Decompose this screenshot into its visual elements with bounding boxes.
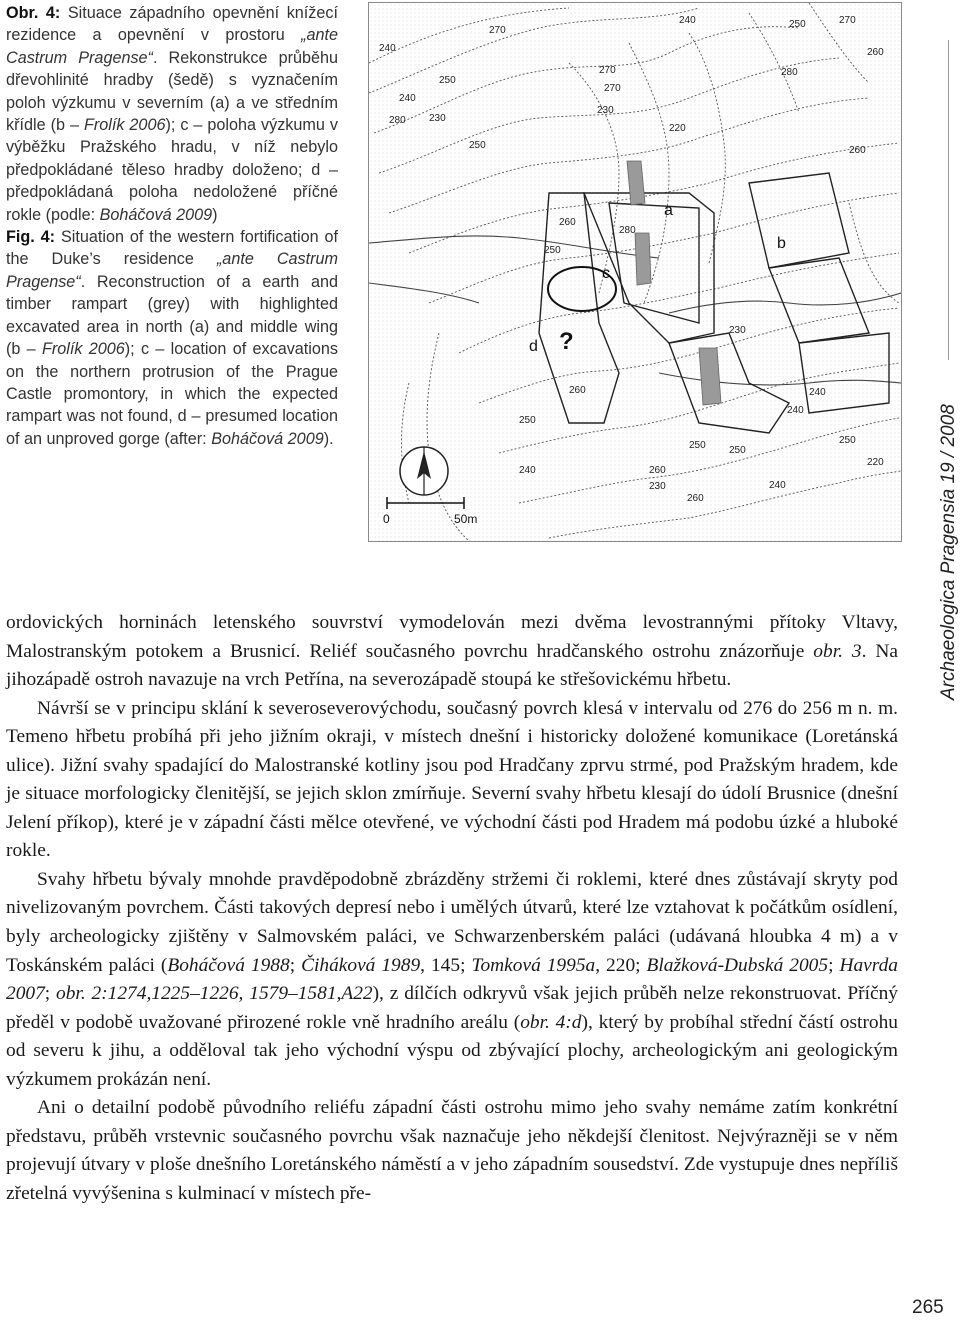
contour-label: 260 bbox=[687, 493, 704, 504]
paragraph-text: ; bbox=[289, 954, 302, 976]
contour-label: 230 bbox=[649, 481, 666, 492]
body-text bbox=[6, 609, 898, 1208]
caption-citation: Frolík 2006 bbox=[41, 340, 125, 359]
citation: Čiháková 1989 bbox=[301, 954, 421, 976]
contour-label: 280 bbox=[619, 225, 636, 236]
contour-label: 250 bbox=[689, 440, 706, 451]
paragraph bbox=[6, 866, 898, 1094]
caption-czech bbox=[6, 2, 338, 226]
caption-citation: Frolík 2006 bbox=[83, 116, 166, 135]
contour-label: 270 bbox=[839, 15, 856, 26]
contour-label: 240 bbox=[519, 465, 536, 476]
paragraph-text: ordovických horninách letenského souvrství vymodelován mezi dvěma levostrannými přítoky Vltavy, Malostranským potokem a Brusnicí. Reliéf současného povrchu hradčanského ostrohu znázorňuje bbox=[6, 612, 898, 662]
paragraph-text: Svahy hřbetu bývaly mnohde pravděpodobně zbrázděny stržemi či roklemi, které dnes zůstávají skryty pod nivelizovaným povrchem. Části takových depresí nebo i umělých útvarů, které lze vztahovat k počátkům osídlení, byly archeologicky zjištěny v Salmovském paláci, ve Schwarzenberském paláci (udávaná hloubka 4 m) a v Toskánském paláci ( bbox=[6, 868, 898, 976]
paragraph-text: ; bbox=[44, 983, 57, 1005]
paragraph-text: ), který by probíhal střední částí ostrohu od severu k jihu, a odděloval tak jeho východní výspu od zbývající plochy, archeologickým ani geologickým výzkumem prokázán není. bbox=[6, 1011, 898, 1090]
contour-label: 230 bbox=[597, 105, 614, 116]
contour-label: 250 bbox=[789, 19, 806, 30]
paragraph-text: ), z dílčích odkryvů však jejich průběh nelze rekonstruovat. Příčný předěl v podobě uvažované přirozené rokle vně hradního areálu ( bbox=[6, 983, 898, 1033]
contour-label: 250 bbox=[544, 245, 561, 256]
journal-title-text: Archaeologica Pragensia 19 / 2008 bbox=[938, 404, 959, 700]
contour-label: 220 bbox=[669, 123, 686, 134]
contour-label: 240 bbox=[379, 43, 396, 54]
caption-italic: „ante Castrum Pragense“ bbox=[6, 250, 338, 291]
map-label-b: b bbox=[777, 235, 786, 252]
caption-text: ); c – poloha výzkumu v výběžku Pražského hradu, v níž nebylo předpokládané těleso hradby doloženo; d – předpokládaná poloha nedoložené příčné rokle (podle: bbox=[6, 116, 338, 224]
contour-label: 220 bbox=[867, 457, 884, 468]
caption-czech-label: Obr. 4: bbox=[6, 4, 61, 22]
citation: Blažková-Dubská 2005 bbox=[646, 954, 829, 976]
caption-text: Situace západního opevnění knížecí rezidence a opevnění v prostoru bbox=[6, 4, 338, 45]
citation: Havrda 2007 bbox=[6, 954, 898, 1005]
contour-label: 250 bbox=[519, 415, 536, 426]
paragraph bbox=[6, 609, 898, 695]
figure-reference: obr. 4:d bbox=[520, 1011, 582, 1033]
figure-caption bbox=[6, 2, 338, 450]
side-rule bbox=[948, 40, 949, 360]
contour-label: 240 bbox=[769, 480, 786, 491]
caption-english bbox=[6, 226, 338, 450]
contour-label: 280 bbox=[389, 115, 406, 126]
contour-label: 240 bbox=[787, 405, 804, 416]
contour-map-figure bbox=[368, 2, 902, 542]
caption-citation: Boháčová 2009 bbox=[99, 205, 213, 224]
contour-label: 260 bbox=[849, 145, 866, 156]
contour-label: 240 bbox=[399, 93, 416, 104]
caption-text: . Rekonstrukce průběhu dřevohlinité hradby (šedě) s vyznačením poloh výzkumu v severním (a) a ve středním křídle (b – bbox=[6, 48, 338, 135]
scale-label-end: 50m bbox=[454, 512, 478, 526]
contour-label: 260 bbox=[867, 47, 884, 58]
contour-label: 240 bbox=[679, 15, 696, 26]
caption-text: ) bbox=[212, 205, 218, 224]
paragraph-text: . Na jihozápadě ostroh navazuje na vrch Petřína, na severozápadě stoupá ke střešovickému hřbetu. bbox=[6, 640, 898, 691]
map-question-mark: ? bbox=[559, 328, 574, 355]
contour-label: 260 bbox=[559, 217, 576, 228]
citation: Tomková 1995a bbox=[471, 954, 596, 976]
contour-label: 250 bbox=[469, 140, 486, 151]
citation: Boháčová 1988 bbox=[167, 954, 290, 976]
contour-label: 250 bbox=[439, 75, 456, 86]
caption-english-label: Fig. 4: bbox=[6, 228, 56, 247]
contour-label: 260 bbox=[649, 465, 666, 476]
paragraph-text: ; bbox=[828, 954, 840, 976]
north-arrow bbox=[400, 447, 448, 495]
paragraph-text: , 145; bbox=[420, 954, 472, 976]
figure-reference: obr. 3 bbox=[813, 640, 862, 662]
contour-label: 230 bbox=[729, 325, 746, 336]
map-label-a: a bbox=[664, 202, 673, 219]
contour-label: 240 bbox=[809, 387, 826, 398]
caption-citation: Boháčová 2009 bbox=[211, 429, 324, 448]
caption-text: ). bbox=[323, 429, 334, 448]
figure-reference: obr. 2:1274,1225–1226, 1579–1581,A22 bbox=[56, 983, 373, 1005]
contour-label: 250 bbox=[839, 435, 856, 446]
contour-label: 280 bbox=[781, 67, 798, 78]
contour-label: 250 bbox=[729, 445, 746, 456]
caption-text: ); c – location of excavations on the northern protrusion of the Prague Castle promontory, in which the expected rampart was not found, d – presumed location of an unproved gorge (after: bbox=[6, 340, 338, 448]
contour-label: 270 bbox=[604, 83, 621, 94]
map-label-d: d bbox=[529, 338, 538, 355]
contour-map bbox=[369, 3, 901, 541]
caption-text: . Reconstruction of a earth and timber rampart (grey) with highlighted excavated area in north (a) and middle wing (b – bbox=[6, 272, 338, 359]
contour-label: 230 bbox=[429, 113, 446, 124]
paragraph: Návrší se v principu sklání k severoseverovýchodu, současný povrch klesá v intervalu od 276 do 256 m n. m. Temeno hřbetu probíhá při jeho jižním okraji, v místech dnešní i historicky doložené komunikace (Loretánská ulice). Jižní svahy spadající do Malostranské kotliny jsou pod Hradčany zprvu strmé, pod Pražským hradem, kde je situace morfologicky členitější, se jejich sklon zmírňuje. Severní svahy hřbetu klesají do údolí Brusnice (dnešní Jelení příkop), které je v západní části mělce otevřené, ve východní části pod Hradem má podobu úzké a hluboké rokle. bbox=[6, 697, 898, 862]
paragraph: Ani o detailní podobě původního reliéfu západní části ostrohu mimo jeho svahy nemáme zatím konkrétní představu, průběh vrstevnic současného povrchu však naznačuje jeho někdejší členitost. Nejvýrazněji se v něm projevují útvary v ploše dnešního Loretánského náměstí a v jeho západním sousedství. Zde vystupuje dnes nepříliš zřetelná vyvýšenina s kulminací v místech pře- bbox=[6, 1097, 898, 1204]
caption-italic: „ante Castrum Pragense“ bbox=[6, 26, 338, 67]
caption-text: Situation of the western fortification of the Duke’s residence bbox=[6, 228, 338, 269]
paragraph-text: , 220; bbox=[595, 954, 647, 976]
contour-label: 270 bbox=[599, 65, 616, 76]
page-number: 265 bbox=[912, 1297, 944, 1318]
map-label-c: c bbox=[602, 265, 610, 282]
contour-label: 260 bbox=[569, 385, 586, 396]
contour-label: 270 bbox=[489, 25, 506, 36]
scale-label-zero: 0 bbox=[383, 512, 390, 526]
